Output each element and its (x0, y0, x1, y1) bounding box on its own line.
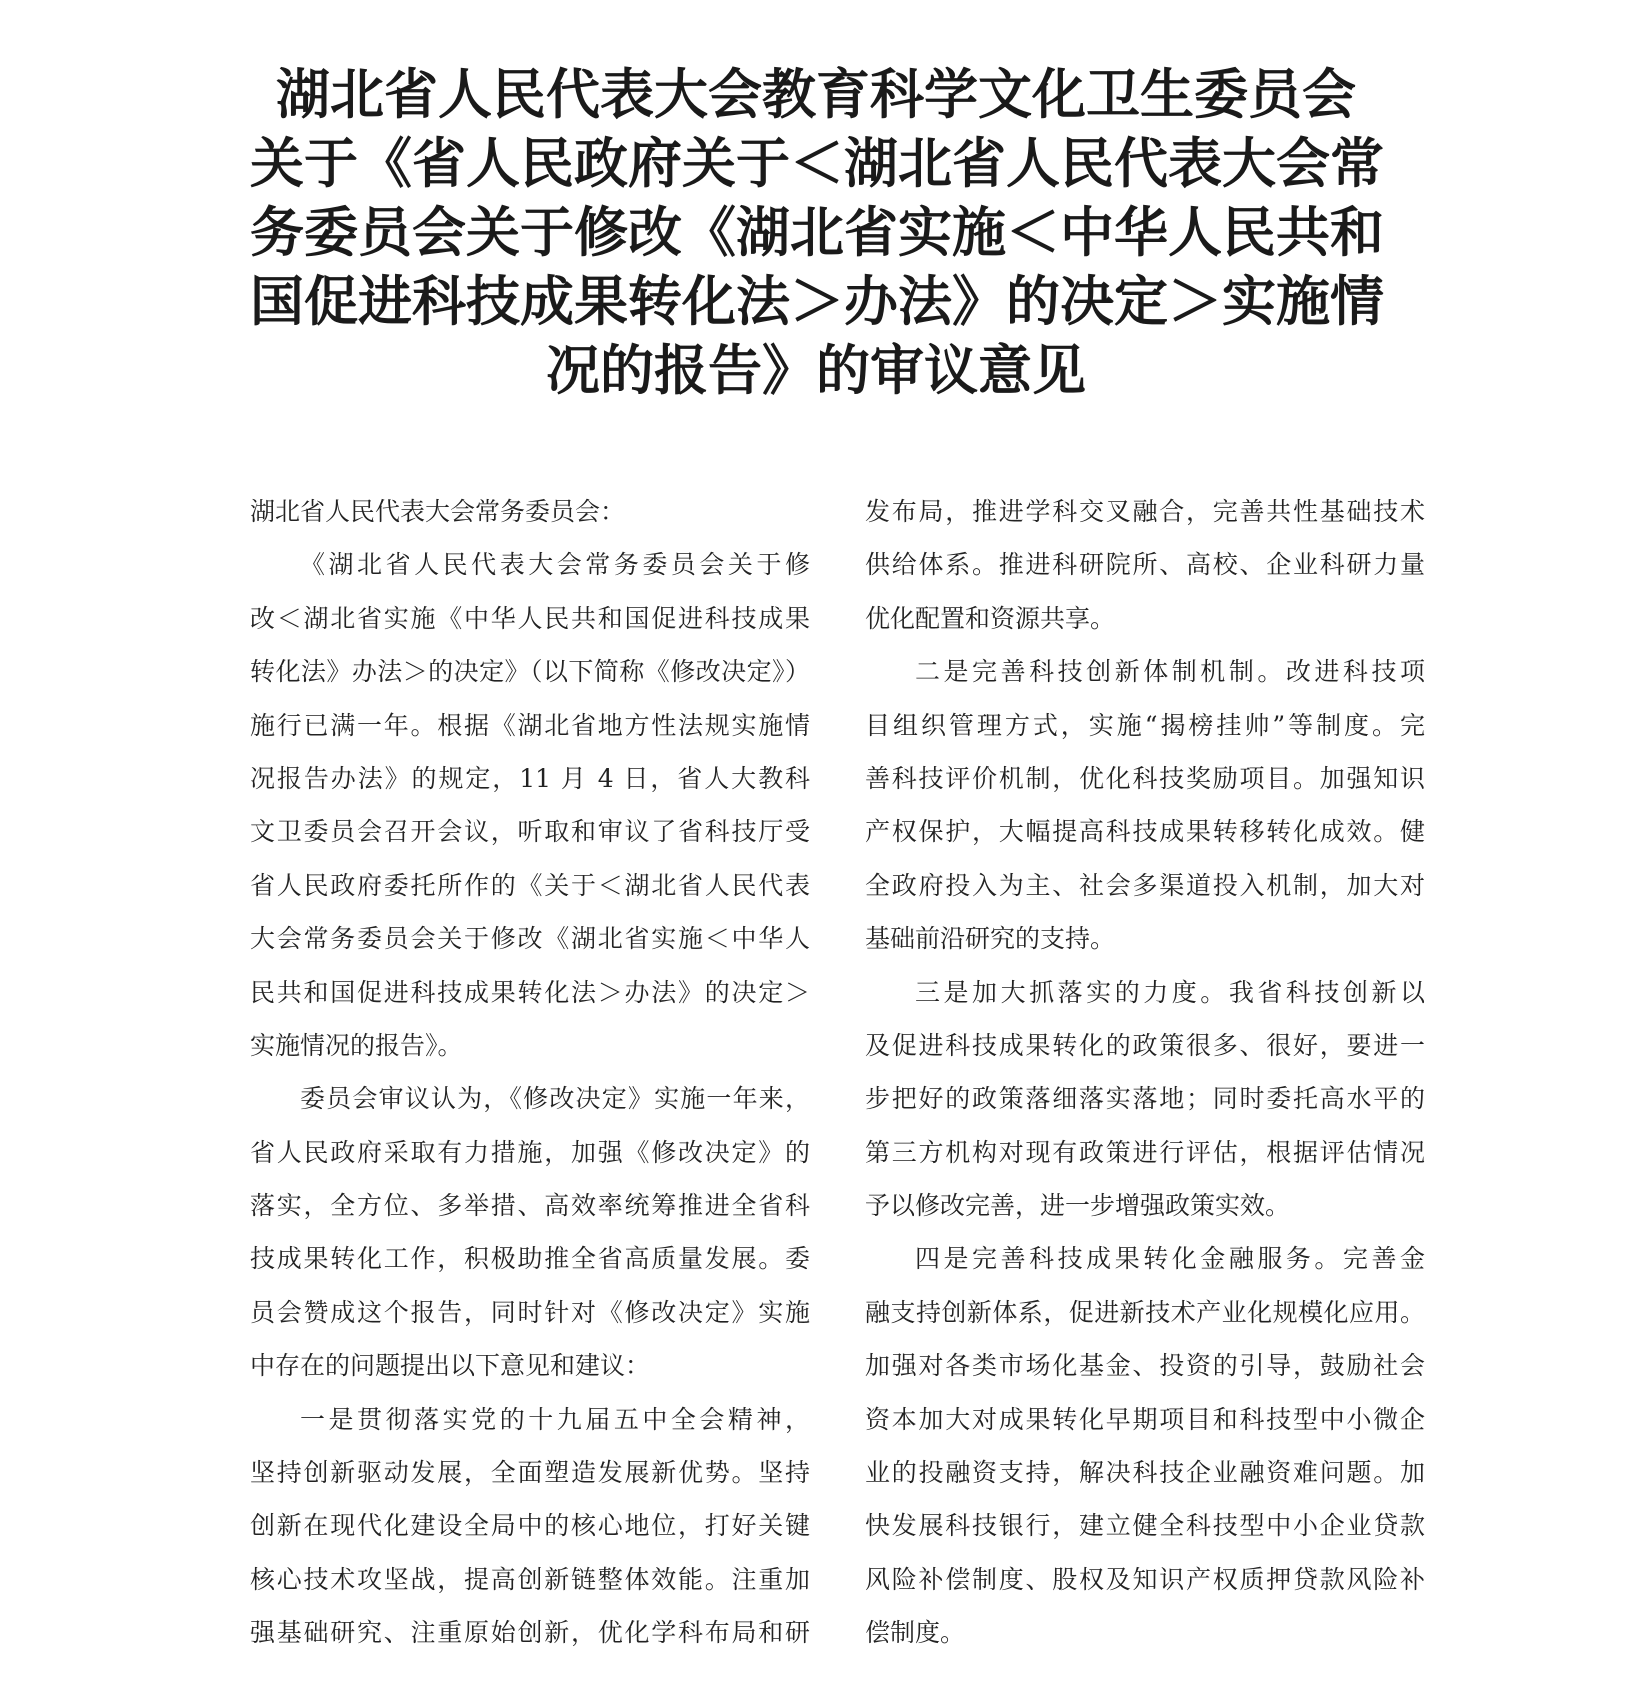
title-line: 务委员会关于修改《湖北省实施＜中华人民共和 (250, 200, 1384, 264)
text-line: 创新在现代化建设全局中的核心地位，打好关键 (250, 1511, 810, 1541)
text-line: 转化法》办法＞的决定》（以下简称《修改决定》） (250, 657, 810, 687)
text-line: 强基础研究、注重原始创新，优化学科布局和研 (250, 1618, 810, 1648)
text-line: 委员会审议认为，《修改决定》实施一年来， (300, 1084, 810, 1114)
text-line: 供给体系。推进科研院所、高校、企业科研力量 (865, 550, 1425, 580)
text-line: 落实，全方位、多举措、高效率统筹推进全省科 (250, 1191, 810, 1221)
text-line: 坚持创新驱动发展，全面塑造发展新优势。坚持 (250, 1458, 810, 1488)
text-line: 优化配置和资源共享。 (865, 603, 1116, 633)
text-line: 施行已满一年。根据《湖北省地方性法规实施情 (250, 710, 810, 740)
text-line: 全政府投入为主、社会多渠道投入机制，加大对 (865, 870, 1425, 900)
text-line: 及促进科技成果转化的政策很多、很好，要进一 (865, 1030, 1425, 1060)
text-line: 一是贯彻落实党的十九届五中全会精神， (300, 1404, 810, 1434)
text-line: 加强对各类市场化基金、投资的引导，鼓励社会 (865, 1351, 1425, 1381)
text-line: 资本加大对成果转化早期项目和科技型中小微企 (865, 1404, 1425, 1434)
text-line: 偿制度。 (865, 1618, 966, 1648)
text-line: 二是完善科技创新体制机制。改进科技项 (915, 657, 1425, 687)
text-line: 改＜湖北省实施《中华人民共和国促进科技成果 (250, 603, 810, 633)
document-title (250, 60, 1382, 405)
text-line: 况报告办法》的规定，11 月 4 日，省人大教科 (250, 763, 810, 793)
left-column (250, 485, 810, 1660)
text-line: 《湖北省人民代表大会常务委员会关于修 (300, 550, 810, 580)
salutation: 湖北省人民代表大会常务委员会： (250, 497, 626, 526)
text-line: 核心技术攻坚战，提高创新链整体效能。注重加 (250, 1564, 810, 1594)
text-line: 中存在的问题提出以下意见和建议： (250, 1351, 651, 1381)
text-line: 产权保护，大幅提高科技成果转移转化成效。健 (865, 817, 1425, 847)
text-line: 业的投融资支持，解决科技企业融资难问题。加 (865, 1458, 1425, 1488)
text-line: 大会常务委员会关于修改《湖北省实施＜中华人 (250, 924, 810, 954)
text-line: 民共和国促进科技成果转化法＞办法》的决定＞ (250, 977, 810, 1007)
text-line: 第三方机构对现有政策进行评估，根据评估情况 (865, 1137, 1425, 1167)
text-line: 三是加大抓落实的力度。我省科技创新以 (915, 977, 1425, 1007)
text-line: 四是完善科技成果转化金融服务。完善金 (915, 1244, 1425, 1274)
text-line: 予以修改完善，进一步增强政策实效。 (865, 1191, 1291, 1221)
text-line: 善科技评价机制，优化科技奖励项目。加强知识 (865, 763, 1425, 793)
text-line: 发布局，推进学科交叉融合，完善共性基础技术 (865, 497, 1425, 526)
text-line: 基础前沿研究的支持。 (865, 924, 1116, 954)
title-line: 国促进科技成果转化法＞办法》的决定＞实施情 (250, 269, 1384, 333)
text-line: 目组织管理方式，实施“揭榜挂帅”等制度。完 (865, 710, 1425, 740)
text-line: 风险补偿制度、股权及知识产权质押贷款风险补 (865, 1564, 1425, 1594)
right-column (865, 485, 1425, 1660)
text-line: 省人民政府采取有力措施，加强《修改决定》的 (250, 1137, 810, 1167)
text-line: 实施情况的报告》。 (250, 1030, 463, 1060)
text-line: 员会赞成这个报告，同时针对《修改决定》实施 (250, 1297, 810, 1327)
text-line: 技成果转化工作，积极助推全省高质量发展。委 (250, 1244, 810, 1274)
title-line: 况的报告》的审议意见 (546, 338, 1086, 402)
text-line: 省人民政府委托所作的《关于＜湖北省人民代表 (250, 870, 810, 900)
text-line: 文卫委员会召开会议，听取和审议了省科技厅受 (250, 817, 810, 847)
text-line: 步把好的政策落细落实落地；同时委托高水平的 (865, 1084, 1425, 1114)
text-line: 快发展科技银行，建立健全科技型中小企业贷款 (865, 1511, 1425, 1541)
title-line: 关于《省人民政府关于＜湖北省人民代表大会常 (250, 131, 1384, 195)
title-line: 湖北省人民代表大会教育科学文化卫生委员会 (276, 62, 1356, 126)
text-line: 融支持创新体系，促进新技术产业化规模化应用。 (865, 1297, 1425, 1327)
